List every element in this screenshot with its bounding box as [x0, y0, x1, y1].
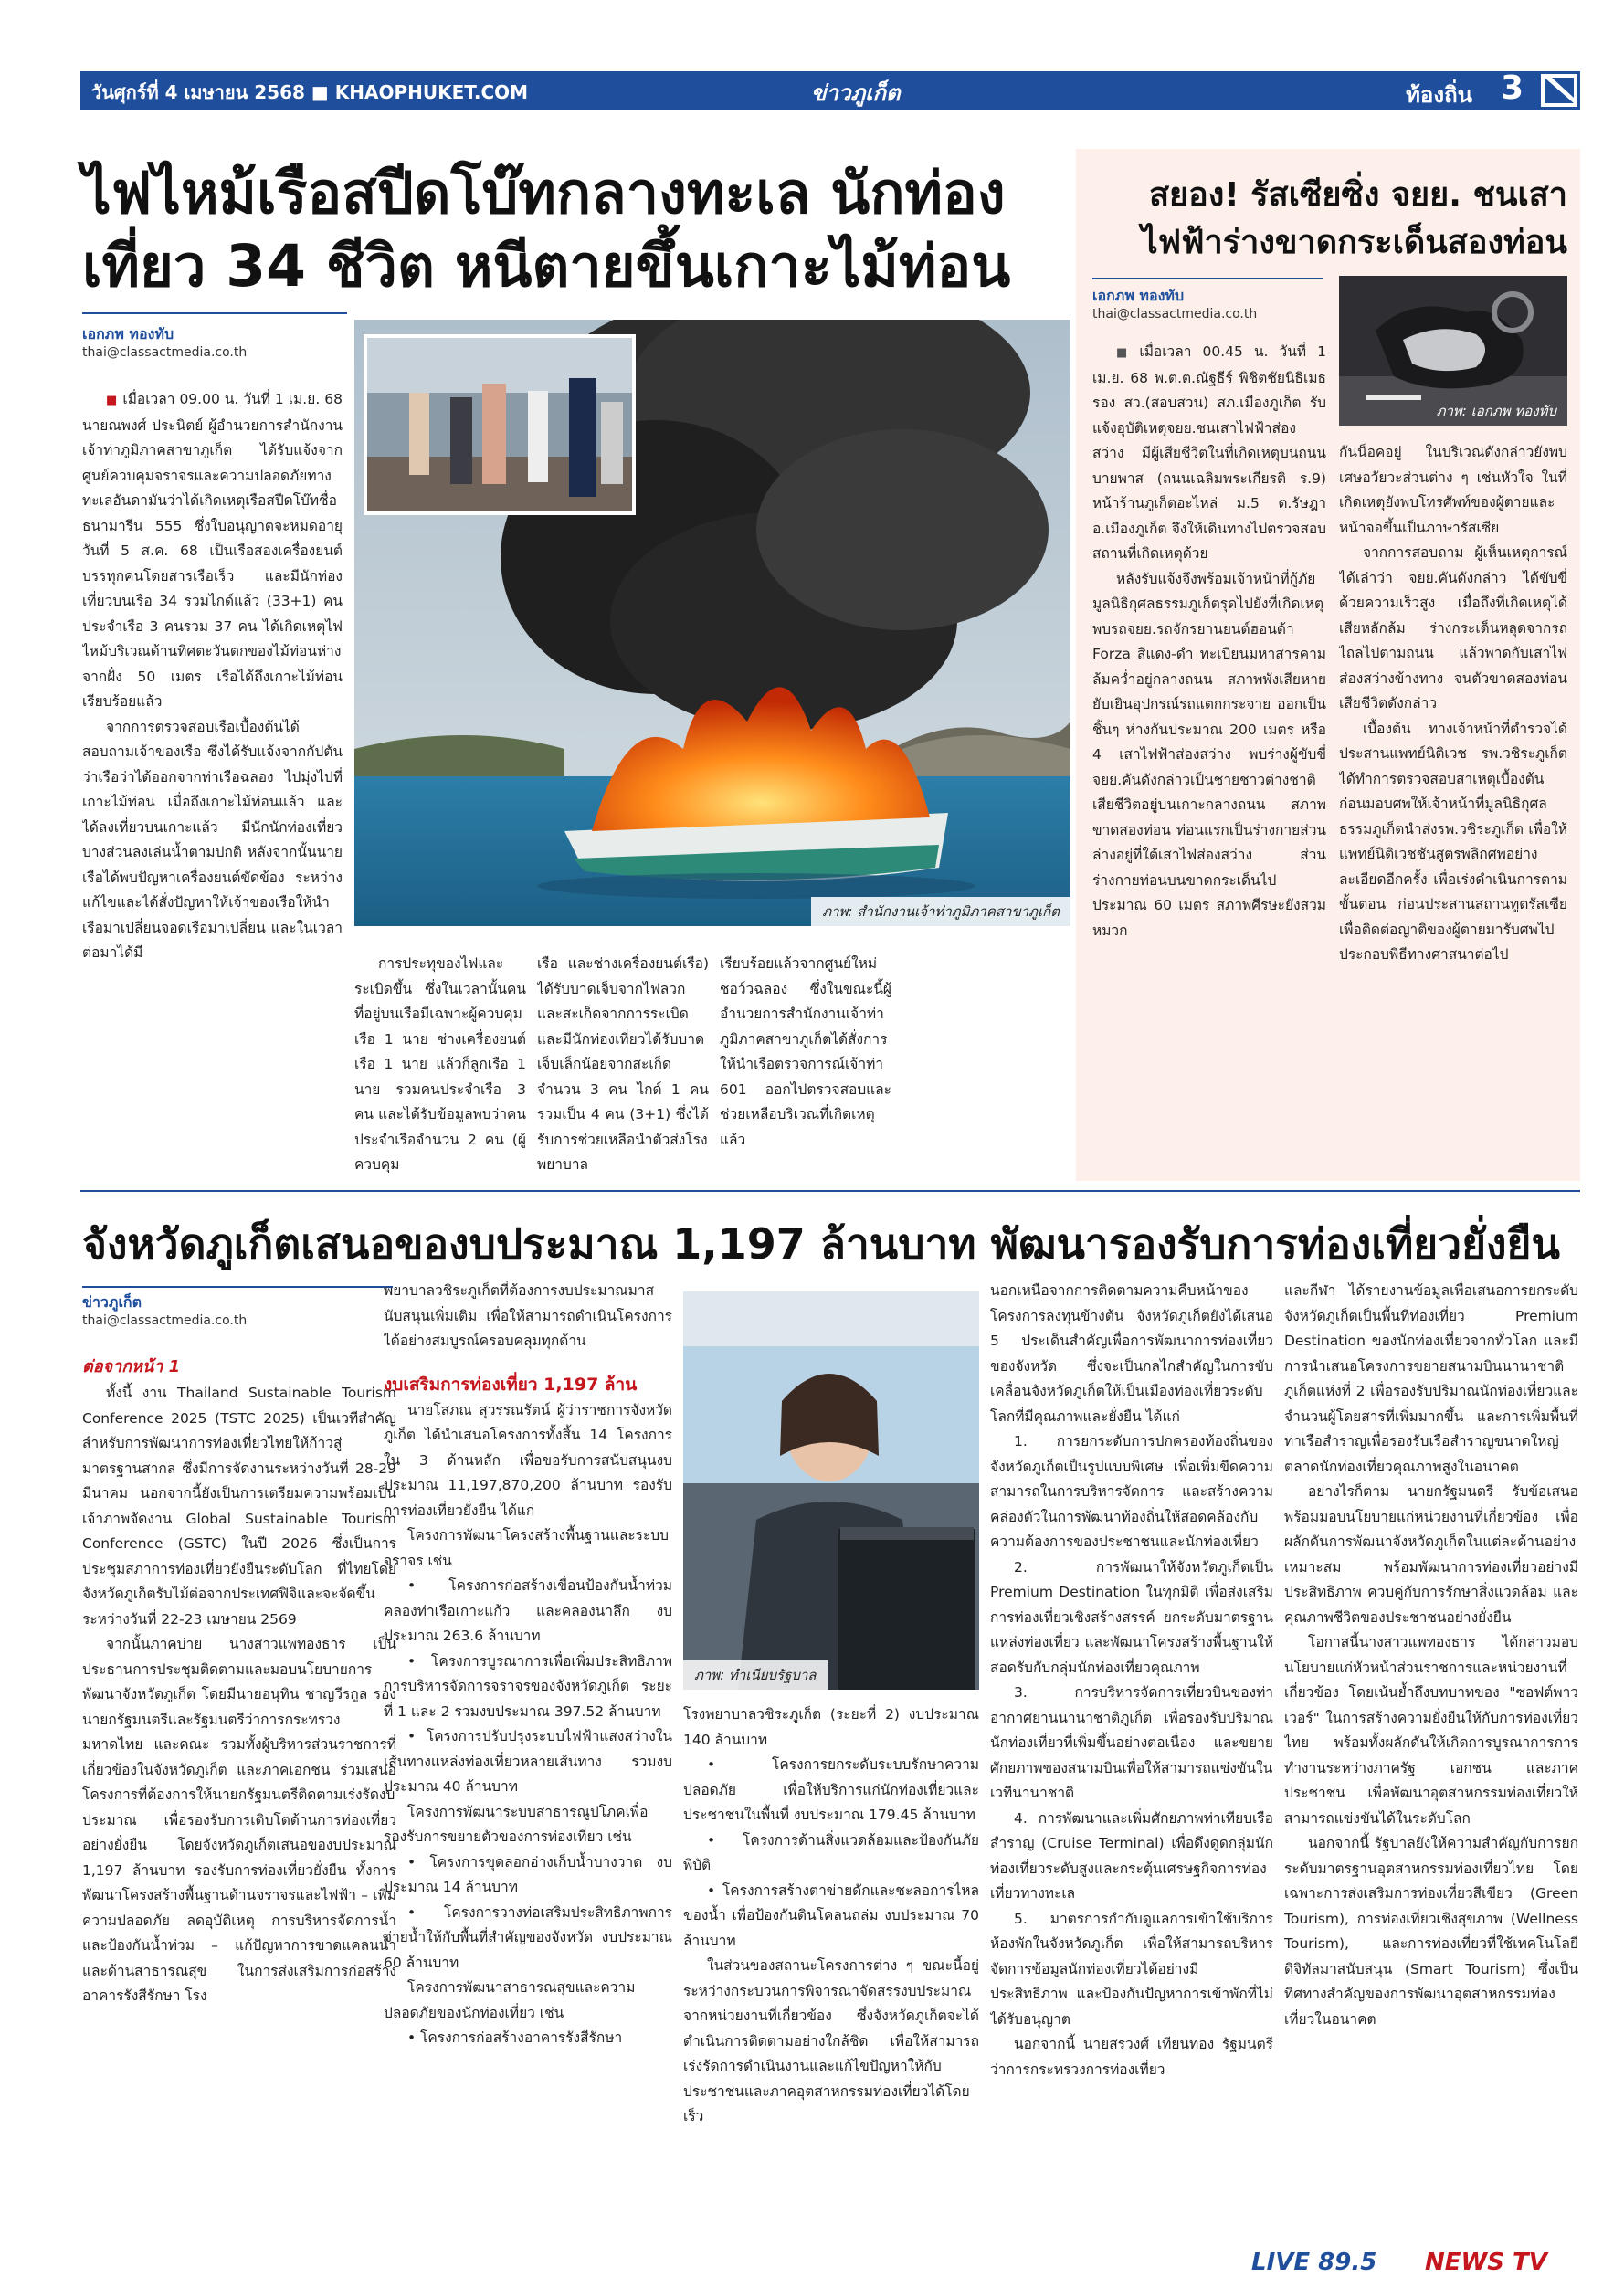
- story3-col5-text-3: โอกาสนี้นางสาวแพทองธาร ได้กล่าวมอบนโยบายแก่หัวหน้าส่วนราชการและหน่วยงานที่เกี่ยวข้อง โดยเน้นย้ำถึงบทบาทของ "ซอฟต์พาวเวอร์" ในการสร้างความยั่งยืนให้กับการท่องเที่ยวไทย พร้อมทั้งผลักดันให้เกิดการบูรณาการการทำงานระหว่างภาครัฐ เอกชน และภาคประชาชน เพื่อพัฒนาอุตสาหกรรมท่องเที่ยวให้สามารถแข่งขันได้ในระดับโลก: [1284, 1634, 1578, 1827]
- boat-fire-illustration: [354, 320, 1070, 926]
- live-radio-logo: LIVE 89.5: [1251, 2249, 1377, 2276]
- story1-author: เอกภพ ทองทับ: [82, 325, 174, 343]
- story3-col1-text-2: จากนั้นภาคบ่าย นางสาวแพทองธาร เป็นประธานการประชุมติดตามและมอบนโยบายการพัฒนาจังหวัดภูเก็ต โดยมีนายอนุทิน ชาญวีรกูล รองนายกรัฐมนตรีและรัฐมนตรีว่าการกระทรวงมหาดไทย และคณะ รวมทั้งผู้บริหารส่วนราชการที่เกี่ยวข้องในจังหวัดภูเก็ต และภาคเอกชน ร่วมเสนอโครงการที่ต้องการให้นายกรัฐมนตรีติดตามเร่งรัดงบประมาณ เพื่อรองรับการเติบโตด้านการท่องเที่ยวอย่างยั่งยืน โดยจังหวัดภูเก็ตเสนอของบประมาณ 1,197 ล้านบาท รองรับการท่องเที่ยวยั่งยืน ทั้งการพัฒนาโครงสร้างพื้นฐานด้านจราจรและไฟฟ้า – เพิ่มความปลอดภัย ลดอุบัติเหตุ การบริหารจัดการน้ำและป้องกันน้ำท่วม – แก้ปัญหาการขาดแคลนน้ำ และด้านสาธารณสุข ในการส่งเสริมการก่อสร้างอาคารรังสีรักษา โรง: [82, 1636, 396, 2004]
- story3-col2-item: • โครงการบูรณาการเพื่อเพิ่มประสิทธิภาพการบริหารจัดการจราจรของจังหวัดภูเก็ต ระยะที่ 1 และ 2 รวมงบประมาณ 397.52 ล้านบาท: [384, 1652, 672, 1720]
- news-tv-logo: NEWS TV: [1425, 2249, 1547, 2276]
- story2-column-1: [1092, 340, 1326, 1171]
- issue-date: วันศุกร์ที่ 4 เมษายน 2568 ■ KHAOPHUKET.COM: [91, 81, 529, 103]
- story2-author-email: thai@classactmedia.co.th: [1092, 306, 1258, 321]
- section-divider: [80, 1190, 1580, 1192]
- crash-photo: [1339, 276, 1567, 426]
- story1-column-3: [537, 952, 709, 1173]
- story1-photo-caption: ภาพ: สำนักงานเจ้าท่าภูมิภาคสาขาภูเก็ต: [811, 897, 1070, 926]
- story3-column-5: [1284, 1279, 1578, 2252]
- continued-from-marker: ต่อจากหน้า 1: [82, 1357, 181, 1376]
- story3-author: ข่าวภูเก็ต: [82, 1293, 142, 1311]
- masthead-logo: ข่าวภูเก็ต: [811, 80, 901, 106]
- story3-col4-item: 2. การพัฒนาให้จังหวัดภูเก็ตเป็น Premium Destination ในทุกมิติ เพื่อส่งเสริมการท่องเที่ยวเชิงสร้างสรรค์ ยกระดับมาตรฐานแหล่งท่องเที่ยว และพัฒนาโครงสร้างพื้นฐานให้สอดรับกับกลุ่มนักท่องเที่ยวคุณภาพ: [990, 1558, 1273, 1676]
- story3-col5-text-2: อย่างไรก็ตาม นายกรัฐมนตรี รับข้อเสนอพร้อมมอบนโยบายแก่หน่วยงานที่เกี่ยวข้อง เพื่อผลักดันการพัฒนาจังหวัดภูเก็ตในแต่ละด้านอย่างเหมาะสม พร้อมพัฒนาการท่องเที่ยวอย่างมีประสิทธิภาพ ควบคู่กับการรักษาสิ่งแวดล้อม และคุณภาพชีวิตของประชาชนอย่างยั่งยืน: [1284, 1483, 1578, 1626]
- story3-col1-text: ทั้งนี้ งาน Thailand Sustainable Tourism Conference 2025 (TSTC 2025) เป็นเวทีสำคัญสำหรับการพัฒนาการท่องเที่ยวไทยให้ก้าวสู่มาตรฐานสากล ซึ่งมีการจัดงานระหว่างวันที่ 28-29 มีนาคม นอกจากนี้ยังเป็นการเตรียมความพร้อมเป็นเจ้าภาพจัดงาน Global Sustainable Tourism Conference (GSTC) ในปี 2026 ซึ่งเป็นการประชุมสภาการท่องเที่ยวยั่งยืนระดับโลก ที่ไทยโดยจังหวัดภูเก็ตรับไม้ต่อจากประเทศฟิจิและจะจัดขึ้นระหว่างวันที่ 22-23 เมษายน 2569: [82, 1385, 396, 1628]
- story3-col4-item: 1. การยกระดับการปกครองท้องถิ่นของจังหวัดภูเก็ตเป็นรูปแบบพิเศษ เพื่อเพิ่มขีดความสามารถในการบริหารจัดการ และสร้างความคล่องตัวในการพัฒนาท้องถิ่นให้สอดคล้องกับความต้องการของประชาชนและนักท่องเที่ยว: [990, 1433, 1273, 1550]
- story3-rule: [82, 1286, 393, 1288]
- inset-photo: [364, 334, 636, 515]
- story3-col3-item: • โครงการสร้างตาข่ายดักและชะลอการไหลของน้ำ เพื่อป้องกันดินโคลนถล่ม งบประมาณ 70 ล้านบาท: [683, 1881, 979, 1949]
- story2-byline: [1092, 287, 1323, 322]
- story2-photo-caption: ภาพ: เอกภพ ทองทับ: [1436, 403, 1556, 419]
- story3-col2-text-2: นายโสภณ สุวรรณรัตน์ ผู้ว่าราชการจังหวัดภูเก็ต ได้นำเสนอโครงการทั้งสิ้น 14 โครงการ ใน 3 ด้านหลัก เพื่อขอรับการสนับสนุนงบประมาณ 11,197,870,200 ล้านบาท รองรับการท่องเที่ยวยั่งยืน ได้แก่: [384, 1401, 672, 1519]
- story3-col2-item: • โครงการก่อสร้างเขื่อนป้องกันน้ำท่วมคลองท่าเรือเกาะแก้ว และคลองนาลึก งบประมาณ 263.6 ล้านบาท: [384, 1577, 672, 1644]
- story3-col2-item: • โครงการก่อสร้างอาคารรังสีรักษา: [407, 2029, 623, 2046]
- story3-col2-item: • โครงการขุดลอกอ่างเก็บน้ำบางวาด งบประมาณ 14 ล้านบาท: [384, 1853, 672, 1895]
- story1-column-4: [720, 952, 891, 1173]
- story3-col2-item: • โครงการวางท่อเสริมประสิทธิภาพการจ่ายน้ำให้กับพื้นที่สำคัญของจังหวัด งบประมาณ 60 ล้านบาท: [384, 1903, 672, 1971]
- story3-byline: [82, 1293, 393, 1329]
- story3-column-1: [82, 1354, 396, 2252]
- story1-col3-text: เรือ และช่างเครื่องยนต์เรือ) ได้รับบาดเจ็บจากไฟลวก และสะเก็ดจากการระเบิด และมีนักท่องเที่ยวได้รับบาดเจ็บเล็กน้อยจากสะเก็ด จำนวน 3 คน ไกด์ 1 คน รวมเป็น 4 คน (3+1) ซึ่งได้รับการช่วยเหลือนำตัวส่งโรงพยาบาล: [537, 955, 709, 1173]
- story2-headline: [1092, 172, 1567, 267]
- story3-column-3: [683, 1702, 979, 2252]
- story1-headline-line1: ไฟไหม้เรือสปีดโบ๊ทกลางทะเล นักท่อง: [82, 160, 1006, 227]
- story2-col1-text: เมื่อเวลา 00.45 น. วันที่ 1 เม.ย. 68 พ.ต.ต.ณัฐธีร์ พิชิตชัยนิธิเมธ รอง สว.(สอบสวน) สภ.เมืองภูเก็ต รับแจ้งอุบัติเหตุจยย.ชนเสาไฟฟ้าส่องสว่าง มีผู้เสียชีวิตในที่เกิดเหตุบนถนนบายพาส (ถนนเฉลิมพระเกียรติ ร.9) หน้าร้านภูเก็ตอะไหล่ ม.5 ต.รัษฎา อ.เมืองภูเก็ต จึงให้เดินทางไปตรวจสอบสถานที่เกิดเหตุด้วย: [1092, 343, 1326, 562]
- story3-author-email: thai@classactmedia.co.th: [82, 1312, 248, 1328]
- story3-photo-caption: ภาพ: ทำเนียบรัฐบาล: [683, 1660, 828, 1690]
- corner-mark-icon: [1538, 71, 1580, 110]
- story2-rule: [1092, 278, 1323, 279]
- story3-col4-item: 3. การบริหารจัดการเที่ยวบินของท่าอากาศยานนานาชาติภูเก็ต เพื่อรองรับปริมาณนักท่องเที่ยวที่เพิ่มขึ้นอย่างต่อเนื่อง และขยายศักยภาพของสนามบินเพื่อให้สามารถแข่งขันในเวทีนานาชาติ: [990, 1684, 1273, 1801]
- paragraph-bullet-icon: ■: [106, 394, 118, 407]
- story1-col4-text: เรียบร้อยแล้วจากศูนย์ใหม่ชอว์วฉลอง ซึ่งในขณะนี้ผู้อำนวยการสำนักงานเจ้าท่าภูมิภาคสาขาภูเก็ตได้สั่งการให้นำเรือตรวจการณ์เจ้าท่า 601 ออกไปตรวจสอบและช่วยเหลือบริเวณที่เกิดเหตุแล้ว: [720, 955, 891, 1148]
- story1-col1-text-2: จากการตรวจสอบเรือเบื้องต้นได้สอบถามเจ้าของเรือ ซึ่งได้รับแจ้งจากกัปตันว่าเรือว่าได้ออกจากท่าเรือฉลอง ไปมุ่งไปที่เกาะไม้ท่อน เมื่อถึงเกาะไม้ท่อนแล้ว และได้ลงเที่ยวบนเกาะแล้ว มีนักนักท่องเที่ยวบางส่วนลงเล่นน้ำตามปกติ หลังจากนั้นนายเรือได้พบปัญหาเครื่องยนต์ขัดข้อง ระหว่างแก้ไขและได้สั่งปัญหาให้เจ้าของเรือให้นำเรือมาเปลี่ยนจอดเรือมาเปลี่ยน และในเวลาต่อมาได้มี: [82, 718, 343, 961]
- story1-headline: [82, 157, 1069, 303]
- story3-col5-text-4: นอกจากนี้ รัฐบาลยังให้ความสำคัญกับการยกระดับมาตรฐานอุตสาหกรรมท่องเที่ยวไทย โดยเฉพาะการส่งเสริมการท่องเที่ยวสีเขียว (Green Tourism), การท่องเที่ยวเชิงสุขภาพ (Wellness Tourism), และการท่องเที่ยวที่ใช้เทคโนโลยีดิจิทัลมาสนับสนุน (Smart Tourism) ซึ่งเป็นทิศทางสำคัญของการพัฒนาอุตสาหกรรมท่องเที่ยวในอนาคต: [1284, 1835, 1578, 2028]
- story1-byline: [82, 325, 347, 361]
- story3-column-4: [990, 1279, 1273, 2252]
- page-number: 3: [1500, 69, 1524, 107]
- story1-col1-text: เมื่อเวลา 09.00 น. วันที่ 1 เม.ย. 68 นายณพงศ์ ประนิตย์ ผู้อำนวยการสำนักงานเจ้าท่าภูมิภาคสาขาภูเก็ต ได้รับแจ้งจากศูนย์ควบคุมจราจรและความปลอดภัยทางทะเลอันดามันว่าได้เกิดเหตุเรือสปีดโบ๊ทชื่อ ธนามารีน 555 ซึ่งใบอนุญาตจะหมดอายุวันที่ 5 ส.ค. 68 เป็นเรือสองเครื่องยนต์ บรรทุกคนโดยสารเรือเร็ว และมีนักท่องเที่ยวบนเรือ 34 รวมไกด์แล้ว (33+1) คนประจำเรือ 3 คนรวม 37 คน ได้เกิดเหตุไฟไหม้บริเวณด้านทิศตะวันตกของไม้ท่อนห่างจากฝั่ง 50 เมตร เรือได้ถึงเกาะไม้ท่อนเรียบร้อยแล้ว: [82, 391, 343, 710]
- story3-col2-text-3: โครงการพัฒนาโครงสร้างพื้นฐานและระบบจราจร เช่น: [384, 1527, 669, 1569]
- story3-col4-item: 4. การพัฒนาและเพิ่มศักยภาพท่าเทียบเรือสำราญ (Cruise Terminal) เพื่อดึงดูดกลุ่มนักท่องเที่ยวระดับสูงและกระตุ้นเศรษฐกิจการท่องเที่ยวทางทะเล: [990, 1809, 1273, 1902]
- section-name: ท้องถิ่น: [1406, 82, 1472, 108]
- story2-col1-text-2: หลังรับแจ้งจึงพร้อมเจ้าหน้าที่กู้ภัยมูลนิธิกุศลธรรมภูเก็ตรุดไปยังที่เกิดเหตุพบรถจยย.รถจักรยานยนต์ฮอนด้า Forza สีแดง-ดำ ทะเบียนมหาสารคาม ล้มคว่ำอยู่กลางถนน สภาพพังเสียหายยับเยินอุปกรณ์รถแตกกระจาย ออกเป็นชิ้นๆ ห่างกันประมาณ 200 เมตร หรือ 4 เสาไฟฟ้าส่องสว่าง พบร่างผู้ขับขี่จยย.คันดังกล่าวเป็นชายชาวต่างชาติ เสียชีวิตอยู่บนเกาะกลางถนน สภาพขาดสองท่อน ท่อนแรกเป็นร่างกายส่วนล่างอยู่ที่ใต้เสาไฟส่องสว่าง ส่วนร่างกายท่อนบนขาดกระเด็นไปประมาณ 60 เมตร สภาพศีรษะยังสวมหมวก: [1092, 570, 1326, 939]
- story3-column-2: [384, 1279, 672, 2252]
- story1-column-2: [354, 952, 526, 1173]
- story2-col2-text-2: จากการสอบถาม ผู้เห็นเหตุการณ์ ได้เล่าว่า จยย.คันดังกล่าว ได้ขับขี่ด้วยความเร็วสูง เมื่อถึงที่เกิดเหตุได้เสียหลักล้ม ร่างกระเด็นหลุดจากรถไถลไปตามถนน แล้วพาดกับเสาไฟส่องสว่างข้างทาง จนตัวขาดสองท่อนเสียชีวิตดังกล่าว: [1339, 544, 1567, 711]
- story1-column-1: [82, 387, 343, 1173]
- story2-headline-line1: สยอง! รัสเซียซิ่ง จยย. ชนเสา: [1149, 176, 1567, 214]
- story2-headline-line2: ไฟฟ้าร่างขาดกระเด็นสองท่อน: [1141, 224, 1567, 261]
- story3-col3-text: โรงพยาบาลวชิระภูเก็ต (ระยะที่ 2) งบประมาณ 140 ล้านบาท: [683, 1706, 979, 1748]
- story3-col2-item: โครงการพัฒนาสาธารณสุขและความปลอดภัยของนักท่องเที่ยว เช่น: [384, 1979, 636, 2021]
- story2-author: เอกภพ ทองทับ: [1092, 287, 1185, 304]
- story1-rule: [82, 312, 347, 314]
- paragraph-bullet-icon: ■: [1116, 346, 1134, 360]
- story3-headline: จังหวัดภูเก็ตเสนอของบประมาณ 1,197 ล้านบาท พัฒนารองรับการท่องเที่ยวยั่งยืน: [82, 1219, 1560, 1269]
- story2-column-2: [1339, 440, 1567, 1171]
- story3-subhead: งบเสริมการท่องเที่ยว 1,197 ล้าน: [384, 1374, 638, 1395]
- story3-col3-text-2: ในส่วนของสถานะโครงการต่าง ๆ ขณะนี้อยู่ระหว่างกระบวนการพิจารณาจัดสรรงบประมาณจากหน่วยงานที่เกี่ยวข้อง ซึ่งจังหวัดภูเก็ตจะได้ดำเนินการติดตามอย่างใกล้ชิด เพื่อให้สามารถเร่งรัดการดำเนินงานและแก้ไขปัญหาให้กับประชาชนและภาคอุตสาหกรรมท่องเที่ยวได้โดยเร็ว: [683, 1957, 979, 2124]
- story3-col2-item: โครงการพัฒนาระบบสาธารณูปโภคเพื่อรองรับการขยายตัวของการท่องเที่ยว เช่น: [384, 1803, 649, 1845]
- story3-col5-text: และกีฬา ได้รายงานข้อมูลเพื่อเสนอการยกระดับจังหวัดภูเก็ตเป็นพื้นที่ท่องเที่ยว Premium Destination ของนักท่องเที่ยวจากทั่วโลก และมีการนำเสนอโครงการขยายสนามบินนานาชาติภูเก็ตแห่งที่ 2 เพื่อรองรับปริมาณนักท่องเที่ยวและจำนวนผู้โดยสารที่เพิ่มมากขึ้น และการเพิ่มพื้นที่ท่าเรือสำราญเพื่อรองรับเรือสำราญขนาดใหญ่ ตลาดนักท่องเที่ยวคุณภาพสูงในอนาคต: [1284, 1282, 1578, 1475]
- story2-col2-text-3: เบื้องต้น ทางเจ้าหน้าที่ตำรวจได้ประสานแพทย์นิติเวช รพ.วชิระภูเก็ต ได้ทำการตรวจสอบสาเหตุเบื้องต้น ก่อนมอบศพให้เจ้าหน้าที่มูลนิธิกุศลธรรมภูเก็ตนำส่งรพ.วชิระภูเก็ต เพื่อให้แพทย์นิติเวชชันสูตรพลิกศพอย่างละเอียดอีกครั้ง เพื่อเร่งดำเนินการตามขั้นตอน ก่อนประสานสถานทูตรัสเซีย เพื่อติดต่อญาติของผู้ตายมารับศพไปประกอบพิธีทางศาสนาต่อไป: [1339, 720, 1567, 963]
- story1-col2-text: การประทุของไฟและระเบิดขึ้น ซึ่งในเวลานั้นคนที่อยู่บนเรือมีเฉพาะผู้ควบคุมเรือ 1 นาย ช่างเครื่องยนต์เรือ 1 นาย แล้วก็ลูกเรือ 1 นาย รวมคนประจำเรือ 3 คน และได้รับข้อมูลพบว่าคนประจำเรือจำนวน 2 คน (ผู้ควบคุม: [354, 955, 526, 1173]
- story3-col3-item: • โครงการยกระดับระบบรักษาความปลอดภัย เพื่อให้บริการแก่นักท่องเที่ยวและประชาชนในพื้นที่ งบประมาณ 179.45 ล้านบาท: [683, 1756, 979, 1823]
- story3-col4-text: นอกเหนือจากการติดตามความคืบหน้าของโครงการลงทุนข้างต้น จังหวัดภูเก็ตยังได้เสนอ 5 ประเด็นสำคัญเพื่อการพัฒนาการท่องเที่ยวของจังหวัด ซึ่งจะเป็นกลไกสำคัญในการขับเคลื่อนจังหวัดภูเก็ตให้เป็นเมืองท่องเที่ยวระดับโลกที่มีคุณภาพและยั่งยืน ได้แก่: [990, 1282, 1273, 1425]
- story1-headline-line2: เที่ยว 34 ชีวิต หนีตายขึ้นเกาะไม้ท่อน: [82, 233, 1011, 300]
- story3-col2-text: พยาบาลวชิระภูเก็ตที่ต้องการงบประมาณมาสนับสนุนเพิ่มเติม เพื่อให้สามารถดำเนินโครงการได้อย่างสมบูรณ์ครอบคลุมทุกด้าน: [384, 1282, 672, 1349]
- story3-col3-item: • โครงการด้านสิ่งแวดล้อมและป้องกันภัยพิบัติ: [683, 1831, 979, 1873]
- prime-minister-photo: [683, 1291, 979, 1690]
- story3-col2-item: • โครงการปรับปรุงระบบไฟฟ้าแสงสว่างในเส้นทางแหล่งท่องเที่ยวหลายเส้นทาง รวมงบประมาณ 40 ล้านบาท: [384, 1728, 672, 1795]
- story2-col2-text: กันน็อคอยู่ ในบริเวณดังกล่าวยังพบเศษอวัยวะส่วนต่าง ๆ เช่นหัวใจ ในที่เกิดเหตุยังพบโทรศัพท์ของผู้ตายและหน้าจอขึ้นเป็นภาษารัสเซีย: [1339, 444, 1567, 536]
- story3-col4-item: 5. มาตรการกำกับดูแลการเข้าใช้บริการห้องพักในจังหวัดภูเก็ต เพื่อให้สามารถบริหารจัดการข้อมูลนักท่องเที่ยวได้อย่างมีประสิทธิภาพ และป้องกันปัญหาการเข้าพักที่ไม่ได้รับอนุญาต: [990, 1910, 1273, 2028]
- story1-author-email: thai@classactmedia.co.th: [82, 344, 248, 360]
- page-header: [80, 71, 1580, 110]
- story3-col4-text-2: นอกจากนี้ นายสรวงศ์ เทียนทอง รัฐมนตรีว่าการกระทรวงการท่องเที่ยว: [990, 2036, 1273, 2078]
- boat-fire-photo: [354, 320, 1070, 926]
- speaker-illustration: [683, 1291, 979, 1690]
